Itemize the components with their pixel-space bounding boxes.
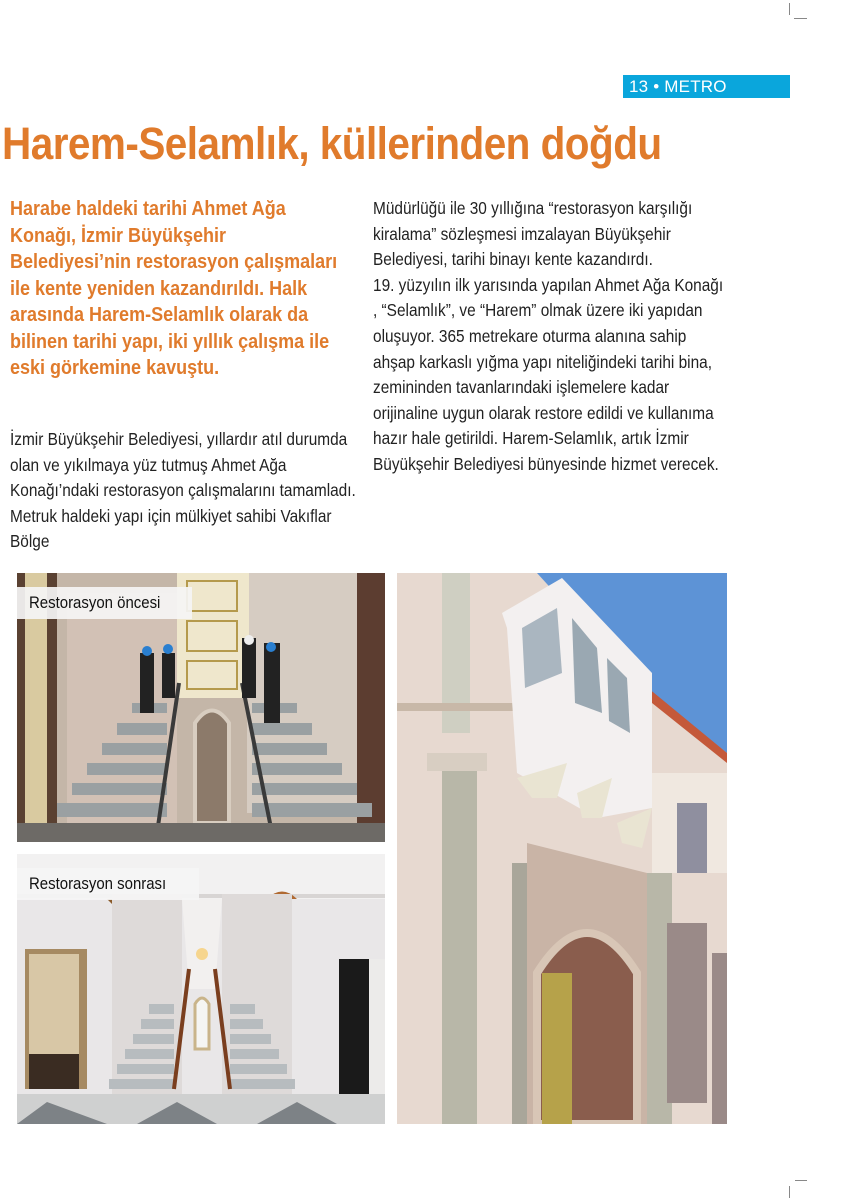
crop-mark-top-right-horizontal xyxy=(794,18,807,19)
crop-mark-top-right-vertical xyxy=(789,3,790,15)
photo-before-restoration xyxy=(17,573,385,842)
article-paragraph: 19. yüzyılın ilk yarısında yapılan Ahmet Ağa Konağı , “Selamlık”, ve “Harem” olmak üzere iki yapıdan oluşuyor. 365 metrekare oturma alanına sahip ahşap karkaslı yığma yapı niteliğindeki tarihi bina, zemininden tavanlarındaki işlemelere kadar orijinaline uygun olarak restore edildi ve kullanıma hazır hale getirildi. Harem-Selamlık, artık İzmir Büyükşehir Belediyesi bünyesinde hizmet verecek. xyxy=(373,274,724,474)
article-body-column-2 xyxy=(373,196,725,478)
photo-after-restoration xyxy=(17,854,385,1124)
photo-building-facade xyxy=(397,573,727,1124)
article-lead: Harabe haldeki tarihi Ahmet Ağa Konağı, İzmir Büyükşehir Belediyesi’nin restorasyon çalışmaları ile kente yeniden kazandırıldı. Halk arasında Harem-Selamlık olarak da bilinen tarihi yapı, iki yıllık çalışma ile eski görkemine kavuştu. xyxy=(10,198,338,379)
page-number-badge: 13 • METRO xyxy=(623,75,790,98)
crop-mark-bottom-right-vertical xyxy=(789,1186,790,1198)
photo-caption-text: Restorasyon sonrası xyxy=(29,874,167,893)
article-body-column-1: İzmir Büyükşehir Belediyesi, yıllardır atıl durumda olan ve yıkılmaya yüz tutmuş Ahmet Ağa Konağı’ndaki restorasyon çalışmalarını tamamladı. Metruk haldeki yapı için mülkiyet sahibi Vakıflar Bölge xyxy=(10,429,356,552)
crop-mark-bottom-right-horizontal xyxy=(795,1180,807,1181)
photo-caption xyxy=(17,868,199,900)
facade-illustration xyxy=(397,573,727,1124)
article-headline: Harem-Selamlık, küllerinden doğdu xyxy=(2,118,662,169)
photo-caption-text: Restorasyon öncesi xyxy=(29,593,161,612)
article-paragraph: Müdürlüğü ile 30 yıllığına “restorasyon karşılığı kiralama” sözleşmesi imzalayan Büyükşehir Belediyesi, tarihi binayı kente kazandırdı. xyxy=(373,198,693,270)
photo-caption xyxy=(17,587,192,619)
